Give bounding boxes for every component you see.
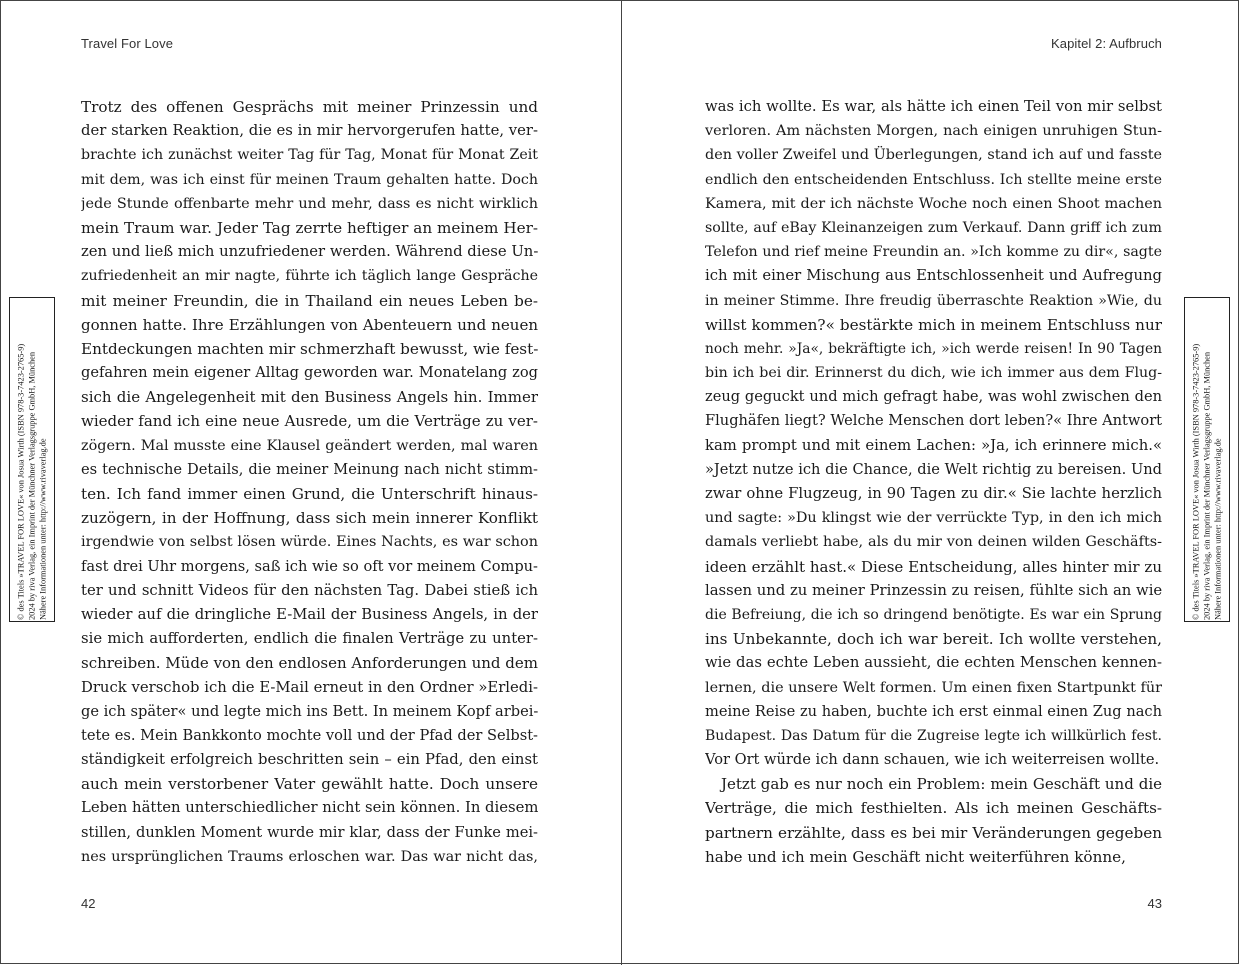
page-number-left: 42 <box>81 896 96 911</box>
text-line: bin ich bei dir. Erinnerst du dich, wie ich immer aus dem Flug- <box>705 365 1162 382</box>
text-line: verloren. Am nächsten Morgen, nach einigen unruhigen Stun- <box>705 123 1162 140</box>
text-line: damals verliebt habe, als du mir von deinen wilden Geschäfts- <box>705 534 1162 551</box>
page-number-right: 43 <box>1147 896 1162 911</box>
text-line: gefahren mein eigener Alltag geworden war. Monatelang zog <box>81 364 538 382</box>
copyright-notice-left <box>9 297 55 622</box>
text-line: Telefon und rief meine Freundin an. »Ich komme zu dir«, sagte <box>705 244 1162 261</box>
text-line: ständigkeit erfolgreich beschritten sein – ein Pfad, den einst <box>81 751 538 769</box>
text-line: wie das echte Leben aussieht, die echten Menschen kennen- <box>705 654 1162 672</box>
text-line: wieder fand ich eine neue Ausrede, um die Verträge zu ver- <box>81 412 538 431</box>
text-line: mit meiner Freundin, die in Thailand ein neues Leben be- <box>81 291 538 310</box>
text-line: sie mich aufforderten, endlich die finalen Verträge zu unter- <box>81 630 538 648</box>
text-line: was ich wollte. Es war, als hätte ich einen Teil von mir selbst <box>705 98 1162 115</box>
text-line: mit dem, was ich einst für meinen Traum gehalten hatte. Doch <box>81 171 538 188</box>
text-line: lernen, die unsere Welt formen. Um einen fixen Startpunkt für <box>705 679 1162 696</box>
text-line: wieder auf die dringliche E-Mail der Business Angels, in der <box>81 605 538 623</box>
copyright-line: 2024 by riva Verlag, ein Imprint der Münchner Verlagsgruppe GmbH, München <box>27 351 37 620</box>
text-line: jede Stunde offenbarte mehr und mehr, dass es nicht wirklich <box>81 195 538 212</box>
text-line: nes ursprünglichen Traums erloschen war. Das war nicht das, <box>81 848 538 865</box>
text-line: ich mit einer Mischung aus Entschlossenheit und Aufregung <box>705 267 1162 285</box>
text-line: Jetzt gab es nur noch ein Problem: mein Geschäft und die <box>721 775 1162 794</box>
text-line: Kamera, mit der ich nächste Woche noch einen Shoot machen <box>705 195 1162 212</box>
copyright-line: © des Titels »TRAVEL FOR LOVE« von Josua Wirth (ISBN 978-3-7423-2765-9) <box>1191 343 1201 620</box>
text-line: Leben hätten unterschiedlicher nicht sein können. In diesem <box>81 799 538 817</box>
body-text-right <box>705 95 1162 869</box>
text-line: ge ich später« und legte mich ins Bett. In meinem Kopf arbei- <box>81 702 538 720</box>
text-line: willst kommen?« bestärkte mich in meinem Entschluss nur <box>705 315 1162 334</box>
text-line: gonnen hatte. Ihre Erzählungen von Abenteuern und neuen <box>81 315 538 334</box>
copyright-line: Nähere Informationen unter: http://www.rivaverlag.de <box>38 437 48 620</box>
text-line: schreiben. Müde von den endlosen Anforderungen und dem <box>81 654 538 673</box>
text-line: den voller Zweifel und Überlegungen, stand ich auf und fasste <box>705 147 1162 164</box>
text-line: zuzögern, in der Hoffnung, dass sich mein innerer Konflikt <box>81 509 538 528</box>
copyright-line: 2024 by riva Verlag, ein Imprint der Münchner Verlagsgruppe GmbH, München <box>1202 351 1212 620</box>
text-line: Flughäfen liegt? Welche Menschen dort leben?« Ihre Antwort <box>705 412 1162 430</box>
text-line: sollte, auf eBay Kleinanzeigen zum Verkauf. Dann griff ich zum <box>705 219 1162 236</box>
text-line: der starken Reaktion, die es in mir hervorgerufen hatte, ver- <box>81 122 538 140</box>
text-line: fast drei Uhr morgens, saß ich wie so oft vor meinem Compu- <box>81 557 538 575</box>
text-line: und sagte: »Du klingst wie der verrückte Typ, in den ich mich <box>705 510 1162 527</box>
text-line: ter und schnitt Videos für den nächsten Tag. Dabei stieß ich <box>81 581 538 599</box>
text-line: zwar ohne Flugzeug, in 90 Tagen zu dir.« Sie lachte herzlich <box>705 485 1162 502</box>
text-line: es technische Details, die meiner Meinung nach nicht stimm- <box>81 460 538 478</box>
text-line: Budapest. Das Datum für die Zugreise legte ich willkürlich fest. <box>705 727 1162 744</box>
copyright-line: © des Titels »TRAVEL FOR LOVE« von Josua Wirth (ISBN 978-3-7423-2765-9) <box>16 343 26 620</box>
text-line: Entdeckungen machten mir schmerzhaft bewusst, wie fest- <box>81 339 538 358</box>
text-line: lassen und zu meiner Prinzessin zu reisen, fühlte sich an wie <box>705 581 1162 599</box>
text-line: Druck verschob ich die E-Mail erneut in den Ordner »Erledi- <box>81 678 538 696</box>
text-line: zufriedenheit an mir nagte, führte ich täglich lange Gespräche <box>81 268 538 285</box>
text-line: auch mein verstorbener Vater gewählt hatte. Doch unsere <box>81 775 538 794</box>
copyright-notice-right <box>1184 297 1230 622</box>
text-line: zögern. Mal musste eine Klausel geändert werden, mal waren <box>81 437 538 454</box>
text-line: irgendwie von selbst lösen würde. Eines Nachts, es war schon <box>81 534 538 551</box>
text-line: ideen erzählt hast.« Diese Entscheidung, alles hinter mir zu <box>705 557 1162 576</box>
left-page <box>1 1 621 965</box>
text-line: Trotz des offenen Gesprächs mit meiner Prinzessin und <box>81 98 538 116</box>
text-line: brachte ich zunächst weiter Tag für Tag, Monat für Monat Zeit <box>81 147 538 164</box>
text-line: mein Traum war. Jeder Tag zerrte heftiger an meinem Her- <box>81 218 538 237</box>
text-line: meine Reise zu haben, buchte ich erst einmal einen Zug nach <box>705 702 1162 720</box>
text-line: zen und ließ mich unzufriedener werden. Während diese Un- <box>81 243 538 261</box>
text-line: tete es. Mein Bankkonto mochte voll und der Pfad der Selbst- <box>81 726 538 744</box>
text-line: zeug geguckt und mich gefragt habe, was wohl zwischen den <box>705 388 1162 406</box>
text-line: die Befreiung, die ich so dringend benötigte. Es war ein Sprung <box>705 606 1162 623</box>
text-line: ins Unbekannte, doch ich war bereit. Ich wollte verstehen, <box>705 630 1162 649</box>
text-line: in meiner Stimme. Ihre freudig überraschte Reaktion »Wie, du <box>705 292 1162 309</box>
text-line: »Jetzt nutze ich die Chance, die Welt richtig zu bereisen. Und <box>705 460 1162 478</box>
text-line: Vor Ort würde ich dann schauen, wie ich weiterreisen wollte. <box>705 751 1160 769</box>
running-head-left: Travel For Love <box>81 36 174 51</box>
right-page <box>621 1 1239 965</box>
text-line: endlich den entscheidenden Entschluss. Ich stellte meine erste <box>705 171 1162 188</box>
body-text-left <box>81 95 538 869</box>
running-head-right: Kapitel 2: Aufbruch <box>1050 36 1162 51</box>
text-line: ten. Ich fand immer einen Grund, die Unterschrift hinaus- <box>81 485 538 503</box>
text-line: stillen, dunklen Moment wurde mir klar, dass der Funke mei- <box>81 823 538 841</box>
text-line: sich die Angelegenheit mit den Business Angels hin. Immer <box>81 388 538 407</box>
text-line: habe und ich mein Geschäft nicht weiterführen könne, <box>705 847 1126 866</box>
copyright-line: Nähere Informationen unter: http://www.rivaverlag.de <box>1213 437 1223 620</box>
text-line: Verträge, die mich festhielten. Als ich meinen Geschäfts- <box>705 799 1162 818</box>
text-line: partnern erzählte, dass es bei mir Veränderungen gegeben <box>705 823 1162 842</box>
text-line: kam prompt und mit einem Lachen: »Ja, ich erinnere mich.« <box>705 436 1162 454</box>
text-line: noch mehr. »Ja«, bekräftigte ich, »ich werde reisen! In 90 Tagen <box>705 340 1162 357</box>
